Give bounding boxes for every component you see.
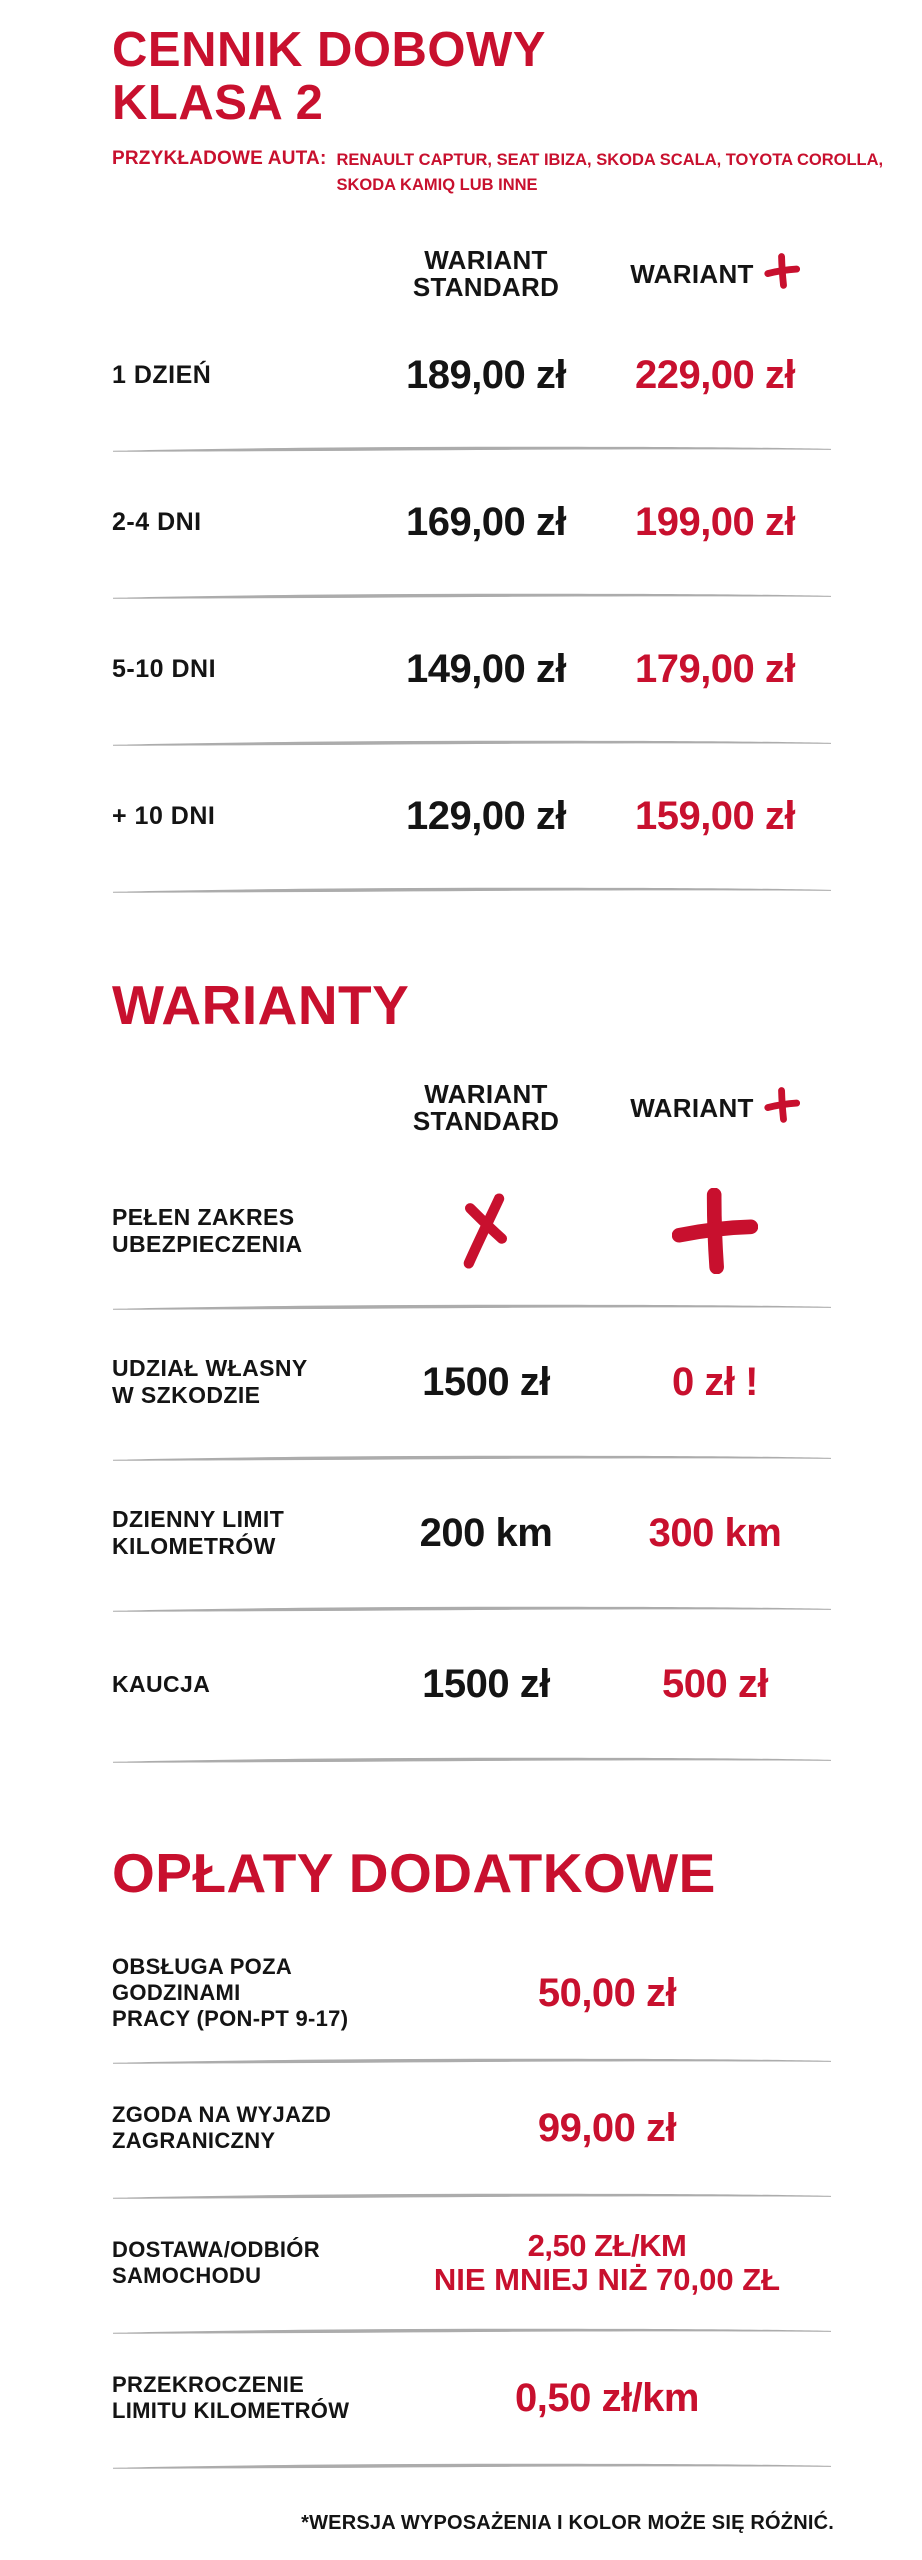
table-row — [112, 1462, 922, 1604]
duration-label: 2-4 DNI — [112, 507, 202, 536]
standard-price: 129,00 zł — [405, 793, 567, 838]
column-header-standard-line2: STANDARD — [412, 1106, 560, 1136]
example-cars-label: PRZYKŁADOWE AUTA: — [112, 148, 327, 169]
label-line2: W SZKODZIE — [112, 1382, 261, 1408]
standard-value: 1500 zł — [422, 1661, 550, 1706]
divider — [112, 1453, 832, 1462]
fee-label — [112, 2372, 412, 2424]
example-cars-line1: RENAULT CAPTUR, SEAT IBIZA, SKODA SCALA, TOYOTA COROLLA, — [336, 151, 884, 169]
standard-price: 189,00 zł — [405, 352, 567, 397]
label-line1: PRZEKROCZENIE — [112, 2372, 305, 2397]
standard-price: 149,00 zł — [405, 646, 567, 691]
column-header-standard — [372, 1081, 600, 1135]
label-line2: ZAGRANICZNY — [112, 2128, 276, 2153]
fee-value — [412, 2229, 802, 2297]
divider — [112, 738, 832, 747]
table-row — [112, 1613, 922, 1755]
page-title — [112, 0, 922, 130]
column-header-standard-line1: WARIANT — [424, 245, 548, 275]
label-line1: PEŁEN ZAKRES — [112, 1204, 295, 1230]
label-line1: DOSTAWA/ODBIÓR — [112, 2237, 320, 2262]
divider — [112, 885, 832, 894]
label-line1: KAUCJA — [112, 1670, 211, 1697]
variant-feature-label — [112, 1671, 372, 1698]
daily-pricing-header — [112, 242, 922, 306]
label-line2: PRACY (PON-PT 9-17) — [112, 2006, 349, 2031]
column-header-standard-line1: WARIANT — [424, 1079, 548, 1109]
plus-value: 300 km — [648, 1510, 782, 1555]
divider — [112, 1302, 832, 1311]
label-line2: SAMOCHODU — [112, 2263, 262, 2288]
divider — [112, 1604, 832, 1613]
table-row — [112, 2065, 922, 2191]
disclaimer-note: *WERSJA WYPOSAŻENIA I KOLOR MOŻE SIĘ RÓŻNIĆ. — [301, 2512, 834, 2534]
label-line1: OBSŁUGA POZA GODZINAMI — [112, 1954, 292, 2005]
page-title-line2: KLASA 2 — [112, 76, 324, 130]
column-header-plus — [600, 1093, 830, 1123]
example-cars-line2: SKODA KAMIQ LUB INNE — [336, 176, 538, 194]
table-row — [112, 1160, 922, 1302]
fee-value-line1: 0,50 zł/km — [514, 2375, 699, 2420]
plus-value — [600, 1188, 830, 1274]
label-line2: KILOMETRÓW — [112, 1533, 276, 1559]
table-row — [112, 1930, 922, 2056]
extra-fees-table — [112, 1930, 922, 2470]
plus-value: 500 zł — [662, 1661, 768, 1706]
fee-value-line1: 50,00 zł — [537, 1970, 677, 2015]
table-row — [112, 747, 922, 885]
plus-icon — [764, 1087, 800, 1123]
plus-value: 0 zł ! — [672, 1359, 758, 1404]
plus-price: 229,00 zł — [634, 352, 796, 397]
variant-feature-label — [112, 1506, 372, 1560]
fee-value-line1: 99,00 zł — [537, 2105, 677, 2150]
duration-label: + 10 DNI — [112, 801, 216, 830]
duration-label: 1 DZIEŃ — [112, 360, 212, 389]
table-row — [112, 600, 922, 738]
divider — [112, 2326, 832, 2335]
standard-price: 169,00 zł — [405, 499, 567, 544]
fee-value-line2: NIE MNIEJ NIŻ 70,00 ZŁ — [433, 2262, 781, 2297]
section-title-extra-fees: OPŁATY DODATKOWE — [112, 1842, 716, 1904]
fee-value — [412, 1971, 802, 2016]
variants-header — [112, 1076, 922, 1140]
divider — [112, 444, 832, 453]
table-row — [112, 2335, 922, 2461]
divider — [112, 2461, 832, 2470]
label-line2: LIMITU KILOMETRÓW — [112, 2398, 350, 2423]
fee-value — [412, 2376, 802, 2421]
column-header-plus-label: WARIANT — [630, 258, 754, 289]
standard-value: 200 km — [419, 1510, 553, 1555]
label-line1: DZIENNY LIMIT — [112, 1506, 285, 1532]
variant-feature-label — [112, 1204, 372, 1258]
plus-price: 179,00 zł — [634, 646, 796, 691]
divider — [112, 591, 832, 600]
column-header-plus — [600, 259, 830, 289]
column-header-standard — [372, 247, 600, 301]
x-mark-icon — [455, 1189, 517, 1273]
fee-value-line1: 2,50 ZŁ/KM — [527, 2228, 687, 2263]
divider — [112, 2056, 832, 2065]
label-line1: ZGODA NA WYJAZD — [112, 2102, 332, 2127]
example-cars-list — [337, 148, 884, 198]
fee-label — [112, 1954, 412, 2032]
page-title-line1: CENNIK DOBOWY — [112, 23, 546, 77]
plus-icon — [764, 253, 800, 289]
divider — [112, 2191, 832, 2200]
section-title-variants: WARIANTY — [112, 974, 410, 1036]
fee-label — [112, 2102, 412, 2154]
standard-value — [372, 1189, 600, 1273]
table-row — [112, 306, 922, 444]
column-header-standard-line2: STANDARD — [412, 272, 560, 302]
variant-feature-label — [112, 1355, 372, 1409]
example-cars — [112, 148, 922, 198]
plus-price: 159,00 zł — [634, 793, 796, 838]
standard-value: 1500 zł — [422, 1359, 550, 1404]
label-line1: UDZIAŁ WŁASNY — [112, 1355, 308, 1381]
duration-label: 5-10 DNI — [112, 654, 217, 683]
label-line2: UBEZPIECZENIA — [112, 1231, 303, 1257]
divider — [112, 1755, 832, 1764]
fee-value — [412, 2106, 802, 2151]
fee-label — [112, 2237, 412, 2289]
table-row — [112, 2200, 922, 2326]
table-row — [112, 453, 922, 591]
column-header-plus-label: WARIANT — [630, 1092, 754, 1123]
plus-price: 199,00 zł — [634, 499, 796, 544]
table-row — [112, 1311, 922, 1453]
plus-mark-icon — [672, 1188, 758, 1274]
